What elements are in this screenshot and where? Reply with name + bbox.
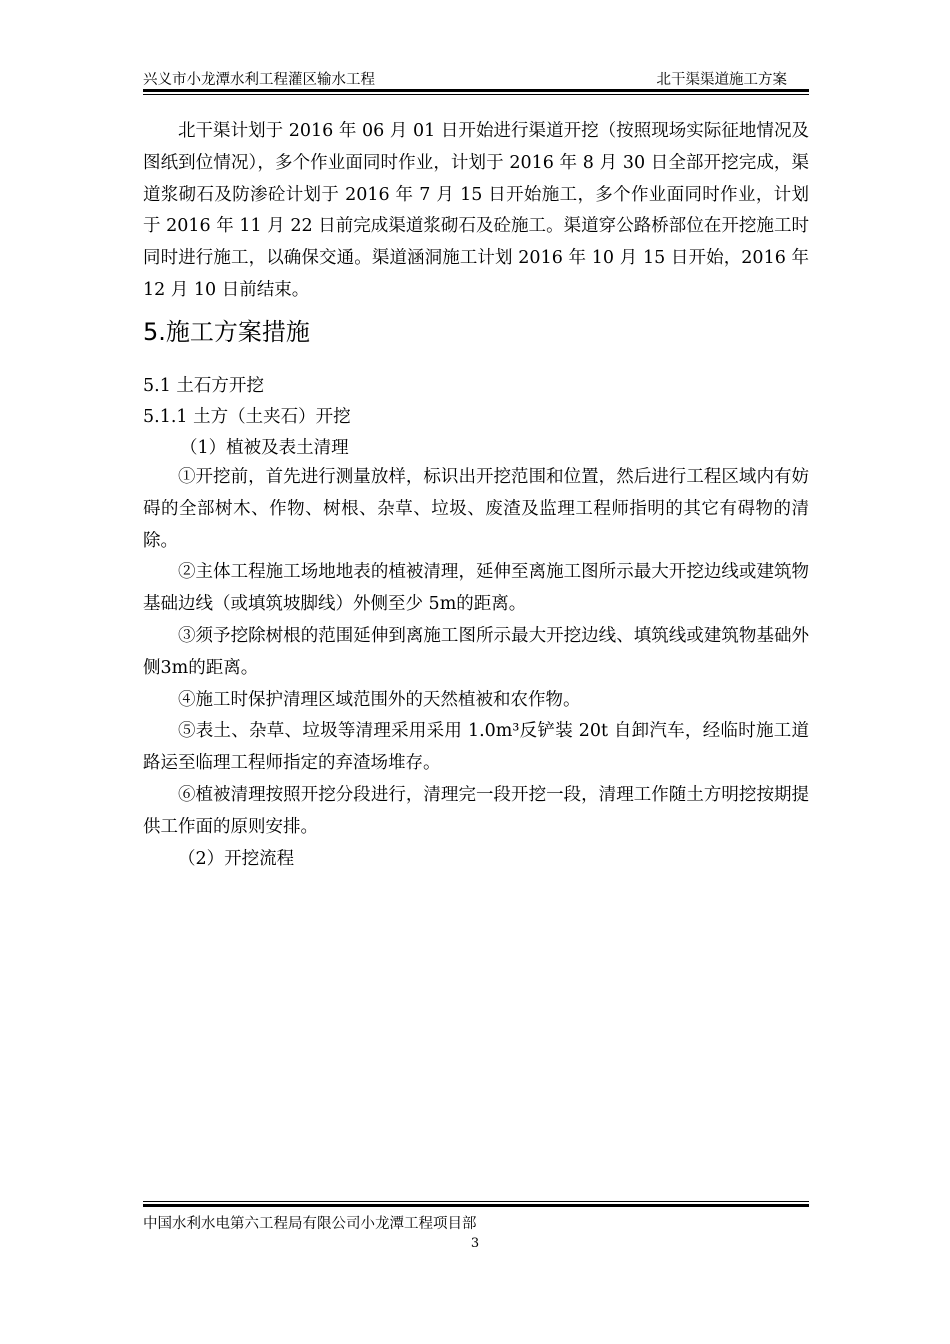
list-item: ④施工时保护清理区域范围外的天然植被和农作物。 [178, 689, 581, 710]
subsubsection-heading: 5.1.1 土方（土夹石）开挖 [143, 407, 351, 427]
header-rule-thin [143, 94, 809, 95]
page-number: 3 [470, 1236, 480, 1251]
section-title: 5.施工方案措施 [143, 318, 310, 346]
header-project-name: 兴义市小龙潭水利工程灌区输水工程 [143, 72, 375, 88]
list-item: ③须予挖除树根的范围延伸到离施工图所示最大开挖边线、填筑线或建筑物基础外侧3m的距离。 [143, 625, 809, 678]
subsection-heading: 5.1 土石方开挖 [143, 376, 264, 396]
footer-rule-thick [143, 1204, 809, 1207]
header-document-title: 北干渠渠道施工方案 [656, 72, 787, 88]
intro-paragraph: 北干渠计划于 2016 年 06 月 01 日开始进行渠道开挖（按照现场实际征地情况及图纸到位情况），多个作业面同时作业，计划于 2016 年 8 月 30 日全部开挖完成，渠道浆砌石及防渗砼计划于 2016 年 7 月 15 日开始施工，多个作业面同时作业，计划于 2016 年 11 月 22 日前完成渠道浆砌石及砼施工。渠道穿公路桥部位在开挖施工时同时进行施工，以确保交通。渠道涵洞施工计划 2016 年 10 月 15 日开始，2016 年 12 月 10 日前结束。 [143, 121, 809, 300]
footer-organization: 中国水利水电第六工程局有限公司小龙潭工程项目部 [143, 1216, 477, 1232]
header-rule-thick [143, 89, 809, 92]
list-item: ②主体工程施工场地地表的植被清理，延伸至离施工图所示最大开挖边线或建筑物基础边线（或填筑坡脚线）外侧至少 5m的距离。 [143, 562, 809, 615]
list-item: ⑥植被清理按照开挖分段进行，清理完一段开挖一段，清理工作随土方明挖按期提供工作面的原则安排。 [143, 784, 809, 837]
items-block [143, 462, 809, 875]
list-item: ⑤表土、杂草、垃圾等清理采用采用 1.0m³反铲装 20t 自卸汽车，经临时施工道路运至临理工程师指定的弃渣场堆存。 [143, 721, 809, 774]
item1-heading: （1）植被及表土清理 [180, 438, 349, 458]
page-header [143, 66, 809, 88]
list-item: ①开挖前，首先进行测量放样，标识出开挖范围和位置，然后进行工程区域内有妨碍的全部树木、作物、树根、杂草、垃圾、废渣及监理工程师指明的其它有碍物的清除。 [143, 467, 809, 551]
footer-rule-thin [143, 1201, 809, 1202]
item2-heading: （2）开挖流程 [178, 848, 295, 869]
intro-paragraph-block [143, 116, 809, 307]
